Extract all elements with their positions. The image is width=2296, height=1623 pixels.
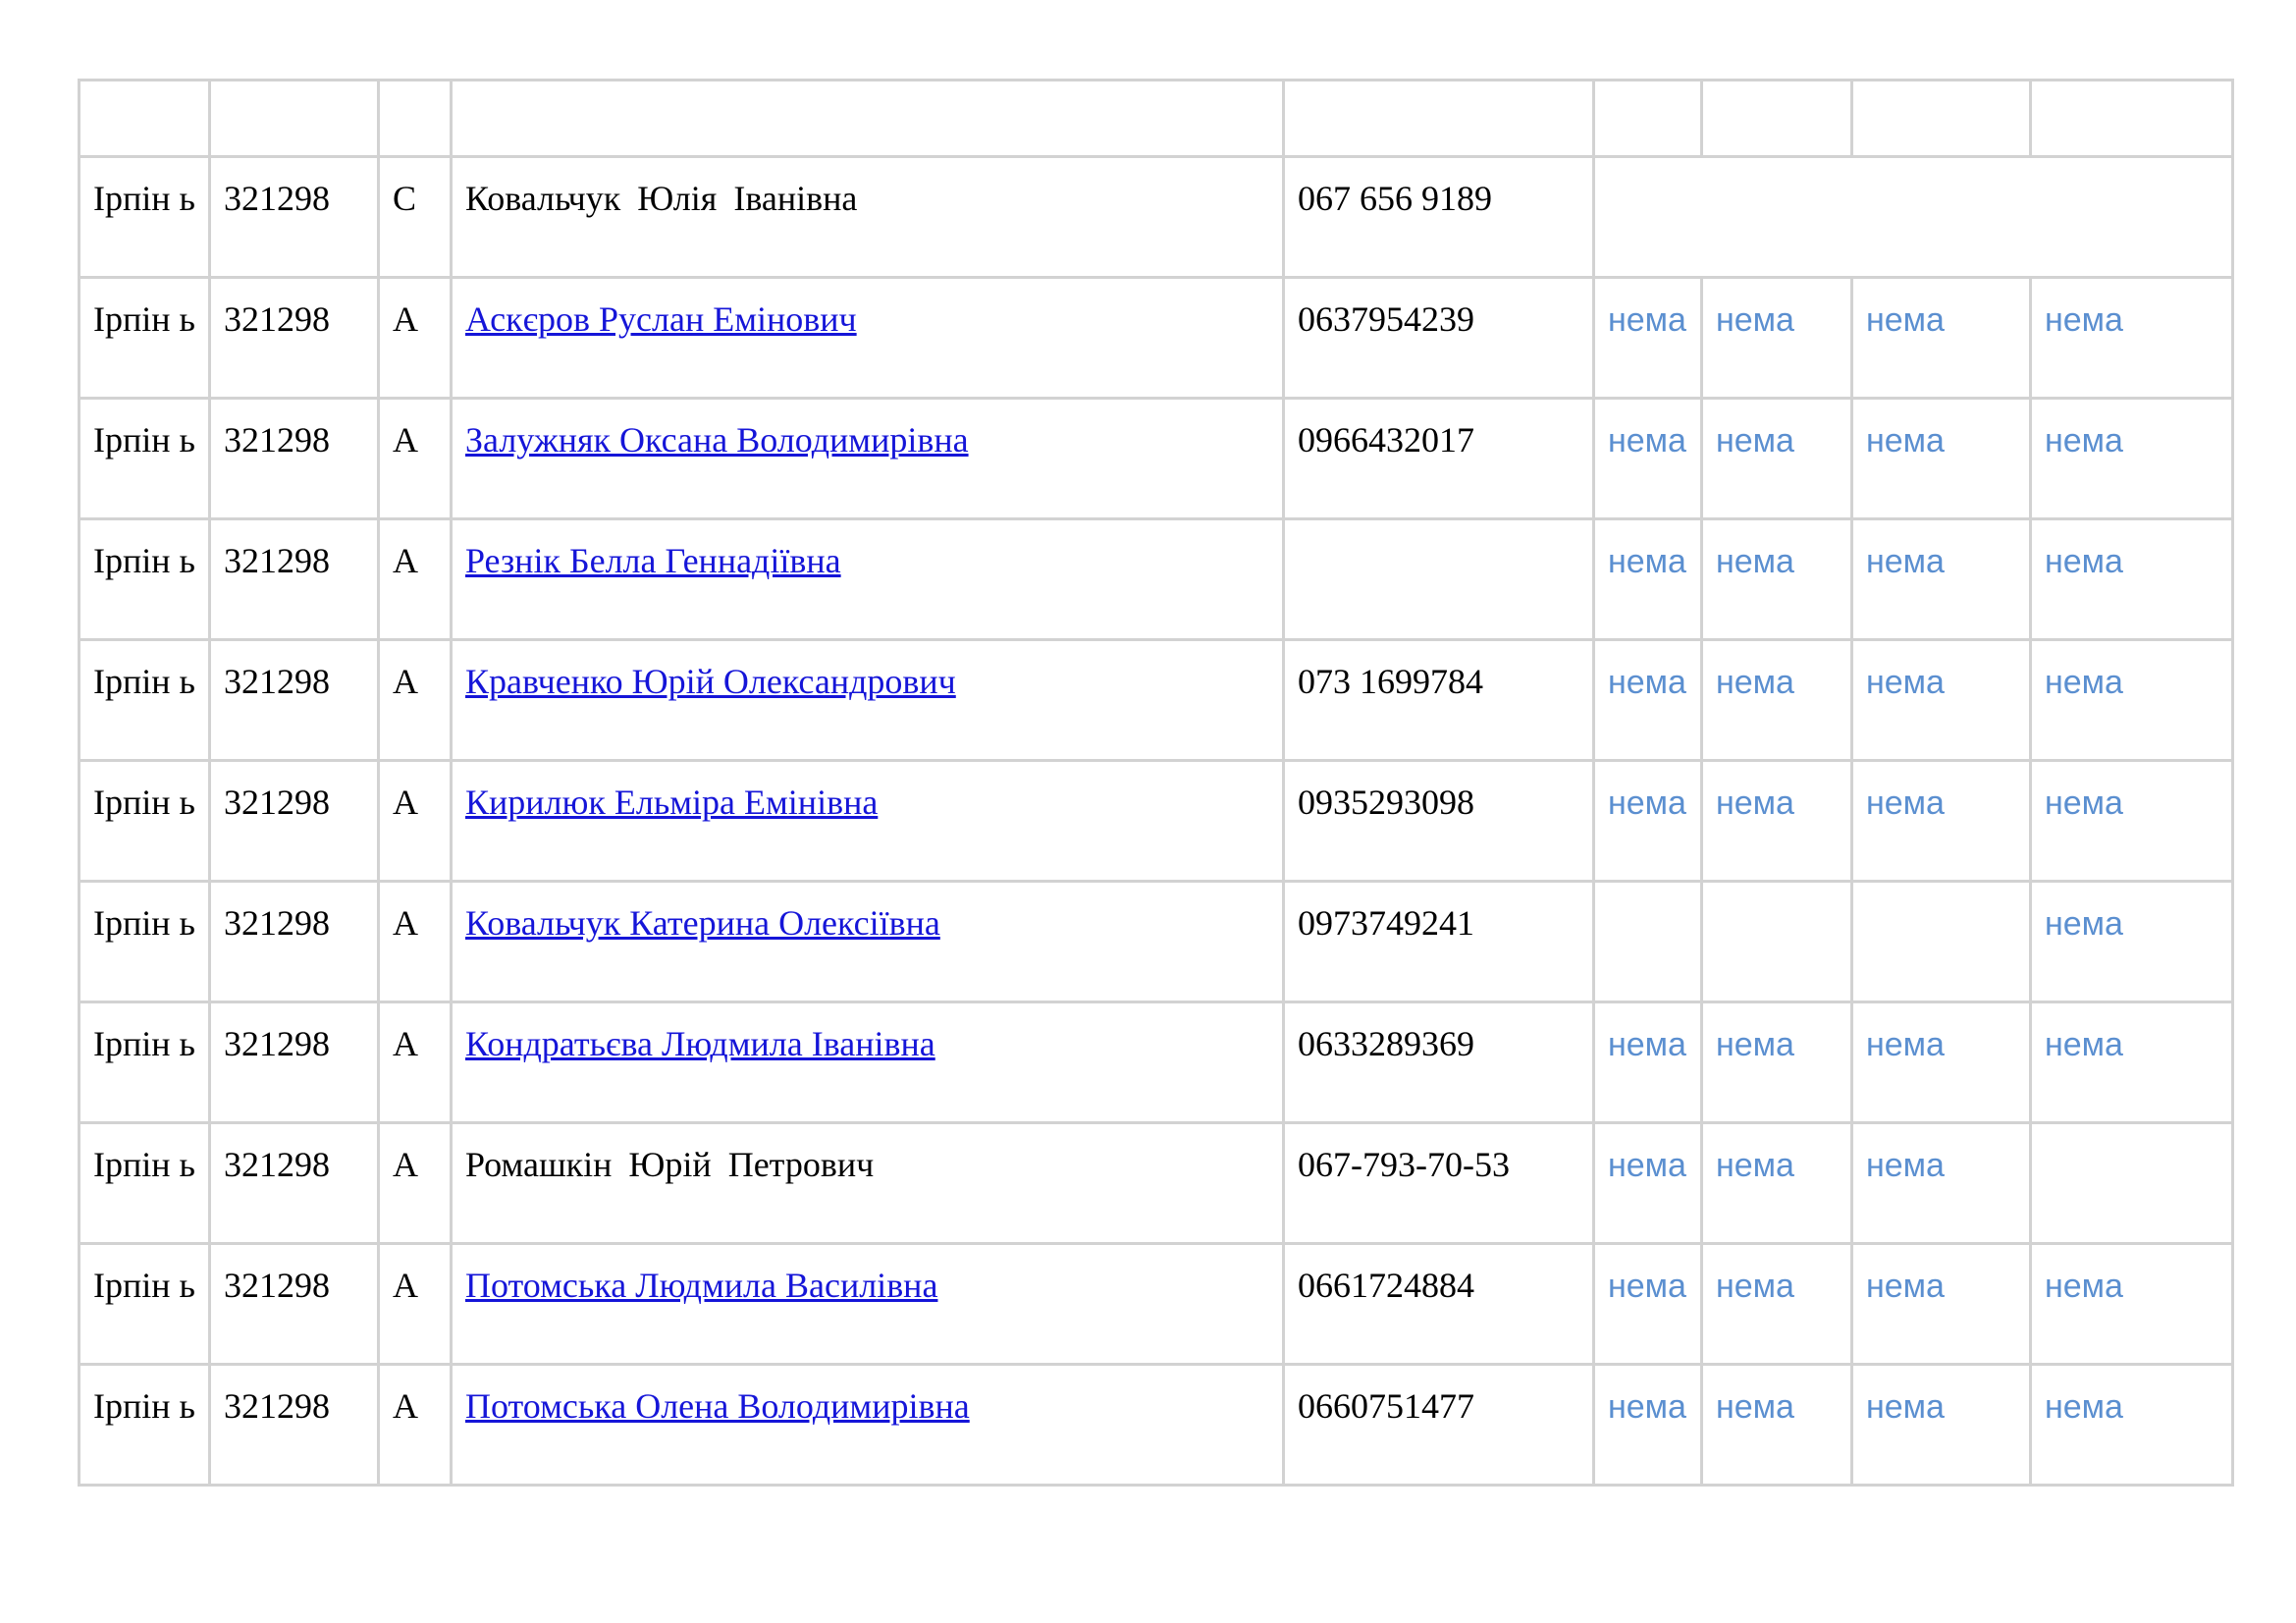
- name-cell: [452, 1365, 1284, 1486]
- person-name-link[interactable]: Потомська Олена Володимирівна: [465, 1386, 970, 1426]
- status-cell: [1594, 882, 1702, 1002]
- header-cell: [1702, 81, 1852, 157]
- phone-cell: 0660751477: [1284, 1365, 1594, 1486]
- status-text: нема: [1866, 784, 1945, 822]
- status-text: нема: [1608, 1026, 1686, 1063]
- status-text: нема: [2045, 1268, 2123, 1305]
- city-cell: Ірпін ь: [80, 519, 210, 640]
- code-cell: 321298: [210, 1123, 379, 1244]
- city-cell: Ірпін ь: [80, 1123, 210, 1244]
- status-cell: [1702, 1002, 1852, 1123]
- status-text: нема: [1608, 1388, 1686, 1426]
- city-cell: Ірпін ь: [80, 1244, 210, 1365]
- status-cell: [1594, 1244, 1702, 1365]
- phone-cell: 067 656 9189: [1284, 157, 1594, 278]
- status-text: нема: [1866, 301, 1945, 339]
- table-row: [80, 278, 2233, 399]
- header-cell: [452, 81, 1284, 157]
- phone-cell: 0966432017: [1284, 399, 1594, 519]
- type-cell: А: [379, 1365, 452, 1486]
- person-name-link[interactable]: Аскєров Руслан Емінович: [465, 299, 857, 339]
- status-cell: [2031, 882, 2233, 1002]
- status-text: нема: [1716, 543, 1794, 580]
- type-cell: А: [379, 519, 452, 640]
- status-cell: [1702, 761, 1852, 882]
- status-cell: [1702, 640, 1852, 761]
- status-text: нема: [1716, 784, 1794, 822]
- name-cell: [452, 399, 1284, 519]
- name-cell: [452, 761, 1284, 882]
- status-cell: [1852, 1002, 2031, 1123]
- status-text: нема: [1716, 1147, 1794, 1184]
- code-cell: 321298: [210, 882, 379, 1002]
- merged-empty-cell: [1594, 157, 2233, 278]
- status-cell: [1594, 1123, 1702, 1244]
- status-text: нема: [1866, 664, 1945, 701]
- header-cell: [379, 81, 452, 157]
- table-body: [80, 81, 2233, 1486]
- person-name-link[interactable]: Кондратьєва Людмила Іванівна: [465, 1024, 935, 1063]
- phone-cell: 0633289369: [1284, 1002, 1594, 1123]
- code-cell: 321298: [210, 399, 379, 519]
- status-text: нема: [1716, 664, 1794, 701]
- status-cell: [1594, 640, 1702, 761]
- status-cell: [1702, 1365, 1852, 1486]
- phone-cell: 0637954239: [1284, 278, 1594, 399]
- name-cell: [452, 1123, 1284, 1244]
- phone-cell: 0661724884: [1284, 1244, 1594, 1365]
- status-cell: [1594, 278, 1702, 399]
- status-cell: [1594, 399, 1702, 519]
- header-cell: [2031, 81, 2233, 157]
- type-cell: А: [379, 882, 452, 1002]
- status-text: нема: [1866, 1026, 1945, 1063]
- status-cell: [1852, 640, 2031, 761]
- type-cell: А: [379, 761, 452, 882]
- code-cell: 321298: [210, 640, 379, 761]
- status-text: нема: [1866, 543, 1945, 580]
- header-cell: [210, 81, 379, 157]
- city-cell: Ірпін ь: [80, 157, 210, 278]
- status-text: нема: [2045, 784, 2123, 822]
- name-cell: [452, 882, 1284, 1002]
- status-cell: [1852, 1244, 2031, 1365]
- city-cell: Ірпін ь: [80, 1002, 210, 1123]
- person-name-link[interactable]: Кирилюк Ельміра Емінівна: [465, 783, 879, 822]
- city-cell: Ірпін ь: [80, 640, 210, 761]
- type-cell: А: [379, 399, 452, 519]
- code-cell: 321298: [210, 1244, 379, 1365]
- status-text: нема: [1608, 664, 1686, 701]
- status-text: нема: [2045, 1026, 2123, 1063]
- code-cell: 321298: [210, 519, 379, 640]
- status-cell: [1594, 1365, 1702, 1486]
- status-text: нема: [1716, 1388, 1794, 1426]
- name-cell: [452, 519, 1284, 640]
- records-table: [78, 79, 2234, 1487]
- status-cell: [2031, 761, 2233, 882]
- table-row: [80, 640, 2233, 761]
- table-row: [80, 1002, 2233, 1123]
- status-text: нема: [1716, 1268, 1794, 1305]
- name-cell: [452, 278, 1284, 399]
- status-cell: [2031, 1244, 2233, 1365]
- status-cell: [2031, 519, 2233, 640]
- person-name-link[interactable]: Резнік Белла Геннадіївна: [465, 541, 841, 580]
- type-cell: А: [379, 1244, 452, 1365]
- code-cell: 321298: [210, 278, 379, 399]
- code-cell: 321298: [210, 761, 379, 882]
- status-cell: [1852, 761, 2031, 882]
- phone-cell: 0935293098: [1284, 761, 1594, 882]
- table-row: [80, 1123, 2233, 1244]
- name-cell: [452, 1002, 1284, 1123]
- type-cell: А: [379, 640, 452, 761]
- status-text: нема: [1608, 422, 1686, 460]
- status-text: нема: [2045, 1388, 2123, 1426]
- table-row: [80, 157, 2233, 278]
- city-cell: Ірпін ь: [80, 278, 210, 399]
- person-name-link[interactable]: Потомська Людмила Василівна: [465, 1266, 938, 1305]
- name-cell: [452, 1244, 1284, 1365]
- status-text: нема: [1608, 1268, 1686, 1305]
- status-text: нема: [1716, 301, 1794, 339]
- person-name: Ковальчук Юлія Іванівна: [465, 179, 858, 218]
- status-text: нема: [1608, 543, 1686, 580]
- status-cell: [2031, 278, 2233, 399]
- type-cell: С: [379, 157, 452, 278]
- status-text: нема: [1866, 1388, 1945, 1426]
- person-name-link[interactable]: Ковальчук Катерина Олексіївна: [465, 903, 940, 943]
- phone-cell: 0973749241: [1284, 882, 1594, 1002]
- status-cell: [1594, 519, 1702, 640]
- status-cell: [1594, 761, 1702, 882]
- phone-cell: 067-793-70-53: [1284, 1123, 1594, 1244]
- status-cell: [2031, 399, 2233, 519]
- table-row: [80, 519, 2233, 640]
- status-cell: [2031, 1002, 2233, 1123]
- table-row: [80, 399, 2233, 519]
- status-text: нема: [2045, 905, 2123, 943]
- status-cell: [1852, 519, 2031, 640]
- status-cell: [1594, 1002, 1702, 1123]
- status-text: нема: [1866, 422, 1945, 460]
- status-text: нема: [2045, 664, 2123, 701]
- status-text: нема: [1716, 422, 1794, 460]
- person-name: Ромашкін Юрій Петрович: [465, 1145, 875, 1184]
- table-row: [80, 1244, 2233, 1365]
- table-row: [80, 1365, 2233, 1486]
- person-name-link[interactable]: Кравченко Юрій Олександрович: [465, 662, 956, 701]
- code-cell: 321298: [210, 1002, 379, 1123]
- header-cell: [1852, 81, 2031, 157]
- type-cell: А: [379, 1123, 452, 1244]
- status-cell: [1702, 882, 1852, 1002]
- name-cell: [452, 640, 1284, 761]
- status-cell: [2031, 1365, 2233, 1486]
- name-cell: [452, 157, 1284, 278]
- code-cell: 321298: [210, 1365, 379, 1486]
- status-text: нема: [1866, 1147, 1945, 1184]
- status-text: нема: [1866, 1268, 1945, 1305]
- table-row: [80, 761, 2233, 882]
- person-name-link[interactable]: Залужняк Оксана Володимирівна: [465, 420, 969, 460]
- city-cell: Ірпін ь: [80, 1365, 210, 1486]
- header-cell: [80, 81, 210, 157]
- table-row: [80, 882, 2233, 1002]
- status-cell: [1852, 399, 2031, 519]
- status-cell: [1852, 1123, 2031, 1244]
- status-cell: [1702, 1244, 1852, 1365]
- status-cell: [1852, 278, 2031, 399]
- city-cell: Ірпін ь: [80, 882, 210, 1002]
- status-cell: [2031, 640, 2233, 761]
- status-cell: [1852, 1365, 2031, 1486]
- status-cell: [1702, 519, 1852, 640]
- status-text: нема: [1608, 301, 1686, 339]
- type-cell: А: [379, 278, 452, 399]
- code-cell: 321298: [210, 157, 379, 278]
- status-cell: [1702, 1123, 1852, 1244]
- phone-cell: 073 1699784: [1284, 640, 1594, 761]
- phone-cell: [1284, 519, 1594, 640]
- status-cell: [1702, 399, 1852, 519]
- status-text: нема: [1608, 784, 1686, 822]
- status-text: нема: [2045, 301, 2123, 339]
- status-cell: [2031, 1123, 2233, 1244]
- header-cell: [1594, 81, 1702, 157]
- status-text: нема: [1716, 1026, 1794, 1063]
- city-cell: Ірпін ь: [80, 761, 210, 882]
- city-cell: Ірпін ь: [80, 399, 210, 519]
- type-cell: А: [379, 1002, 452, 1123]
- header-cell: [1284, 81, 1594, 157]
- status-text: нема: [2045, 422, 2123, 460]
- status-text: нема: [2045, 543, 2123, 580]
- status-cell: [1852, 882, 2031, 1002]
- status-cell: [1702, 278, 1852, 399]
- status-text: нема: [1608, 1147, 1686, 1184]
- table-header-row: [80, 81, 2233, 157]
